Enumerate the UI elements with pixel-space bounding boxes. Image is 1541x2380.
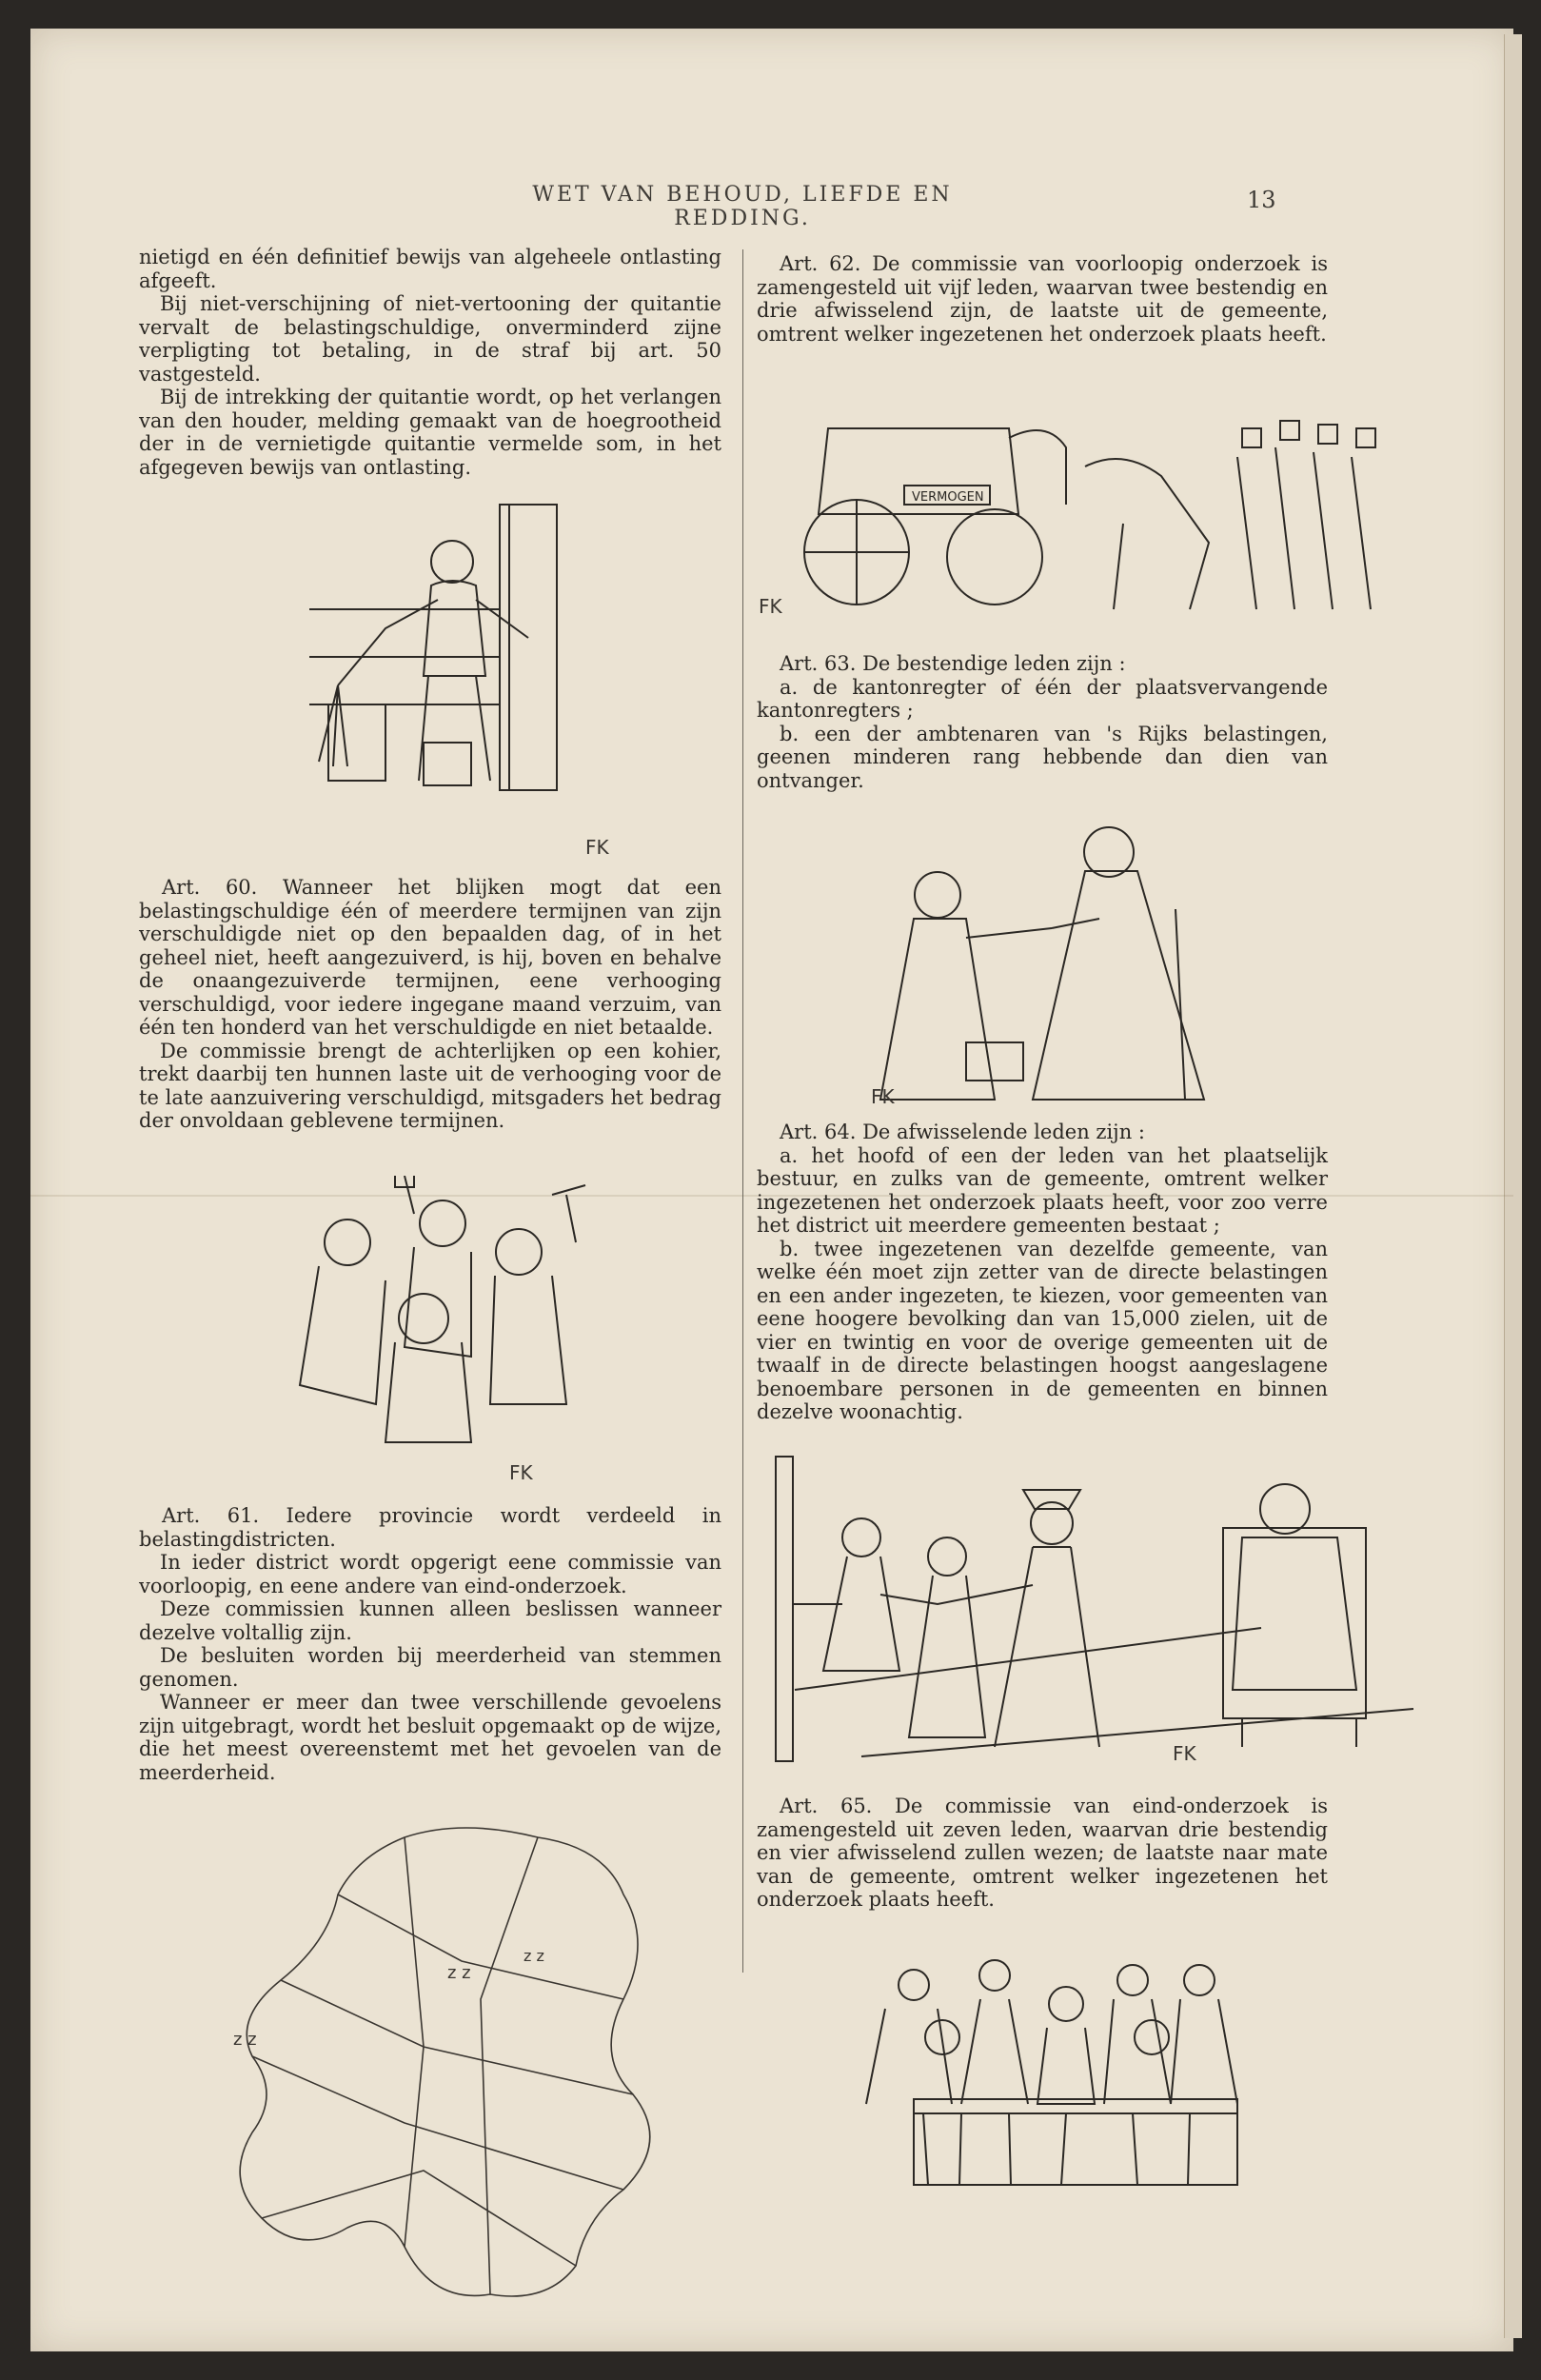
paragraph: Deze commissien kunnen alleen beslissen wanneer dezelve voltallig zijn.: [139, 1597, 721, 1644]
paragraph: Art. 63. De bestendige leden zijn :: [780, 652, 1126, 675]
paragraph: Art. 65. De commissie van eind-onderzoek is zamengesteld uit zeven leden, waarvan drie bestendig en vier afwisselend zullen wezen; de laatste naar mate van de gemeente, omtrent welker ingezetenen het onderzoek plaats heeft.: [757, 1795, 1328, 1911]
paragraph: In ieder district wordt opgerigt eene commissie van voorloopig, en eene andere van eind-onderzoek.: [139, 1551, 721, 1597]
list-item: b. twee ingezetenen van dezelfde gemeente, van welke één moet zijn zetter van de directe belastingen en een ander ingezeten, te kiezen, voor gemeenten van eene hoogere bevolking dan van 15,000 zielen, uit de vier en twintig en voor de overige gemeenten uit de twaalf in de directe belastingen hoogst aangeslagene benoembare personen in de gemeenten en binnen dezelve woonachtig.: [757, 1237, 1328, 1423]
paragraph: Bij de intrekking der quitantie wordt, op het verlangen van den houder, melding gemaakt van de hoegrootheid der in de vernietigde quitantie vermelde som, in het afgegeven bewijs van ontlasting.: [139, 386, 721, 479]
left-top-text: [139, 246, 721, 479]
paragraph: Art. 62. De commissie van voorloopig onderzoek is zamengesteld uit vijf leden, waarvan twee bestendig en drie afwisselend zijn, de laatste uit de gemeente, omtrent welker ingezetenen het onderzoek plaats heeft.: [757, 252, 1328, 346]
artist-signature: FK: [871, 1085, 895, 1108]
list-item: a. de kantonregter of één der plaatsvervangende kantonregters ;: [757, 675, 1328, 722]
paragraph: Art. 61. Iedere provincie wordt verdeeld in belastingdistricten.: [139, 1504, 721, 1551]
paragraph: Wanneer er meer dan twee verschillende gevoelens zijn uitgebragt, wordt het besluit opgemaakt op de wijze, die het meest overeenstemt met het gevoelen van de meerderheid.: [139, 1691, 721, 1784]
article-62: [757, 252, 1328, 346]
paragraph: nietigd en één definitief bewijs van algeheele ontlasting afgeeft.: [139, 246, 721, 292]
committee-illustration: [847, 1942, 1323, 2199]
artist-signature: FK: [585, 836, 609, 859]
page-number: 13: [1247, 187, 1276, 213]
paragraph: Art. 60. Wanneer het blijken mogt dat een belastingschuldige één of meerdere termijnen van zijn verschuldigde niet op den bepaalden dag, of in het geheel niet, heeft aangezuiverd, is hij, boven en behalve de onaangezuiverde termijnen, eene verhooging verschuldigd, voor iedere ingegane maand verzuim, van één ten honderd van het verschuldigde en niet betaalde.: [139, 876, 721, 1039]
artist-signature: FK: [1173, 1742, 1196, 1765]
article-60: [139, 876, 721, 1133]
crowd-illustration: [281, 1176, 623, 1490]
snore-label: z z: [447, 1963, 471, 1983]
article-64: [757, 1121, 1328, 1424]
article-65: [757, 1795, 1328, 1912]
article-61: [139, 1504, 721, 1784]
netherlands-map-illustration: [176, 1809, 709, 2342]
paragraph: Bij niet-verschijning of niet-vertooning der quitantie vervalt de belastingschuldige, onverminderd zijne verpligting tot betaling, in de straf bij art. 50 vastgesteld.: [139, 292, 721, 386]
running-title: WET VAN BEHOUD, LIEFDE EN REDDING.: [532, 183, 953, 230]
carriage-label: VERMOGEN: [912, 490, 984, 505]
artist-signature: FK: [759, 595, 782, 618]
carriage-illustration: [761, 400, 1428, 628]
column-rule: [742, 249, 743, 1973]
snore-label: z z: [233, 2030, 257, 2050]
artist-signature: FK: [509, 1461, 533, 1484]
paragraph: Art. 64. De afwisselende leden zijn :: [780, 1121, 1145, 1143]
justice-illustration: [861, 814, 1261, 1128]
page-edge: [1504, 34, 1522, 2338]
paragraph: De commissie brengt de achterlijken op een kohier, trekt daarbij ten hunnen laste uit de verhooging voor de te late aanzuivering verschuldigd, mitsgaders het bedrag der onvoldaan geblevene termijnen.: [139, 1039, 721, 1132]
door-scene-illustration: [766, 1452, 1423, 1766]
list-item: a. het hoofd of een der leden van het plaatselijk bestuur, en zulks van de gemeente, omtrent welker ingezetenen het onderzoek plaats heeft, voor zoo verre het district uit meerdere gemeenten bestaat ;: [757, 1143, 1328, 1237]
article-63: [757, 652, 1328, 792]
snore-label: z z: [524, 1947, 544, 1965]
paragraph: De besluiten worden bij meerderheid van stemmen genomen.: [139, 1644, 721, 1691]
list-item: b. een der ambtenaren van 's Rijks belastingen, geenen minderen rang hebbende dan dien van ontvanger.: [757, 722, 1328, 792]
sweeping-man-illustration: [309, 495, 614, 838]
